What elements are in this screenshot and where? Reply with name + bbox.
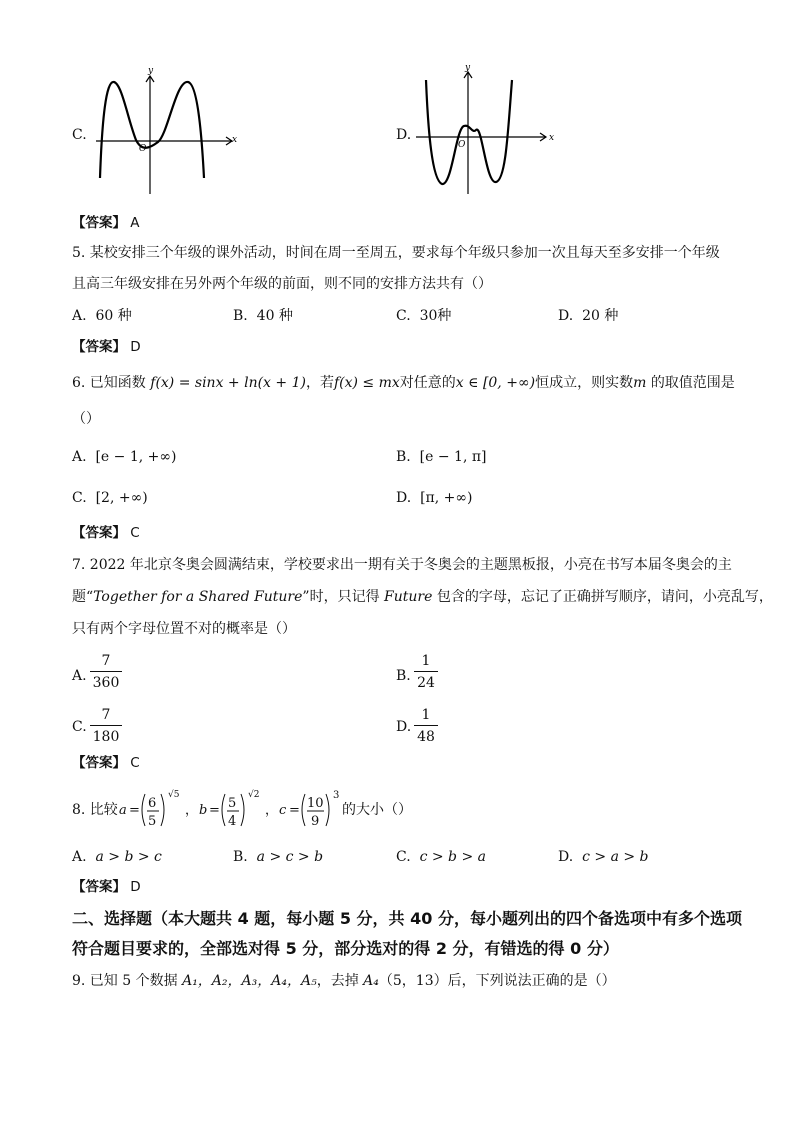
graph-c-y-label: y [148, 66, 154, 76]
q7-option-a-fraction[interactable]: 7 360 [90, 652, 122, 692]
graph-d [412, 60, 572, 200]
q8-b-den: 4 [228, 814, 237, 829]
section-2-heading-line2: 符合题目要求的，全部选对得 5 分，部分选对的得 2 分，有错选的得 0 分） [72, 939, 619, 958]
q5-option-d[interactable]: D. 20 种 [558, 308, 619, 324]
svg-text:，: ， [265, 803, 279, 818]
q5-line2: 且高三年级安排在另外两个年级的前面，则不同的安排方法共有（） [72, 276, 492, 292]
answer-value: C [130, 525, 140, 541]
q7-slogan: Together for a Shared Future [93, 589, 303, 605]
q6-answer [72, 524, 140, 542]
graph-c-label[interactable]: C. [72, 127, 87, 143]
q8-suffix: 的大小（） [342, 802, 412, 818]
q8-a-var: a [119, 803, 127, 818]
q7-line2: 题“Together for a Shared Future”时，只记得 Future 包含的字母，忘记了正确拼写顺序，请问，小亮乱写， [72, 589, 773, 605]
q7-option-c-label[interactable]: C. [72, 719, 87, 735]
graph-c-origin-label: O [139, 144, 147, 154]
q8-c-exp: 3 [333, 790, 340, 801]
q8-c-var: c [279, 803, 287, 818]
svg-text:=: = [289, 803, 300, 818]
q8-option-d[interactable]: D. c > a > b [558, 849, 649, 865]
q7-line1: 7. 2022 年北京冬奥会圆满结束，学校要求出一期有关于冬奥会的主题黑板报，小亮在书写本届冬奥会的主 [72, 557, 732, 573]
q7-option-d-fraction[interactable]: 1 48 [414, 706, 438, 746]
q7-option-b-label[interactable]: B. [396, 668, 411, 684]
q8-b-num: 5 [228, 796, 237, 811]
q6-option-c[interactable]: C. [2, +∞) [72, 490, 148, 506]
graph-d-label[interactable]: D. [396, 127, 412, 143]
q6-option-d[interactable]: D. [π, +∞) [396, 490, 473, 506]
q8-a-rparen [161, 794, 164, 826]
q7-answer [72, 754, 140, 772]
graph-c-curve [100, 82, 204, 178]
q7-line3: 只有两个字母位置不对的概率是（） [72, 621, 296, 637]
q8-option-b[interactable]: B. a > c > b [233, 849, 324, 865]
q7-option-d-label[interactable]: D. [396, 719, 412, 735]
answer-tag: 【答案】 [72, 525, 126, 541]
q6-line1: 6. 已知函数 f(x) = sinx + ln(x + 1)，若f(x) ≤ mx对任意的x ∈ [0, +∞)恒成立，则实数m 的取值范围是 [72, 375, 735, 391]
answer-value: D [130, 879, 141, 895]
q7-option-a-label[interactable]: A. [72, 668, 87, 684]
svg-text:，: ， [185, 803, 199, 818]
q8-c-num: 10 [307, 796, 324, 811]
svg-text:=: = [129, 803, 140, 818]
q8-a-lparen [142, 794, 145, 826]
q6-inequality: f(x) ≤ mx [333, 375, 400, 391]
graph-c-x-label: x [232, 135, 238, 145]
graph-d-curve [426, 80, 512, 184]
q8-c-den: 9 [311, 814, 320, 829]
answer-tag: 【答案】 [72, 339, 126, 355]
q8-b-exp: √2 [248, 790, 260, 800]
section-2-heading-line1: 二、选择题（本大题共 4 题，每小题 5 分，共 40 分，每小题列出的四个备选项中有多个选项 [72, 909, 742, 928]
q5-answer [72, 338, 141, 356]
svg-text:=: = [209, 803, 220, 818]
answer-value: C [130, 755, 140, 771]
q6-line2: （） [72, 411, 100, 427]
q9-line1: 9. 已知 5 个数据 A₁，A₂，A₃，A₄，A₅，去掉 A₄（5，13）后，下列说法正确的是（） [72, 973, 616, 989]
q5-option-c[interactable]: C. 30种 [396, 308, 452, 324]
graph-d-y-label: y [465, 63, 471, 73]
q9-data-list: A₁，A₂，A₃，A₄，A₅ [182, 973, 317, 989]
answer-value: A [130, 215, 140, 231]
q8-b-var: b [199, 803, 208, 818]
answer-tag: 【答案】 [72, 879, 126, 895]
q7-option-c-fraction[interactable]: 7 180 [90, 706, 122, 746]
answer-value: D [130, 339, 141, 355]
q5-option-b[interactable]: B. 40 种 [233, 308, 293, 324]
q5-option-a[interactable]: A. 60 种 [72, 308, 132, 324]
q8-option-a[interactable]: A. a > b > c [72, 849, 162, 865]
q6-function: f(x) = sinx + ln(x + 1) [150, 375, 306, 391]
answer-tag: 【答案】 [72, 215, 126, 231]
q8-a-den: 5 [148, 814, 157, 829]
q7-option-b-fraction[interactable]: 1 24 [414, 652, 438, 692]
q8-prefix: 8. 比较 [72, 802, 118, 818]
graph-c [92, 60, 252, 200]
q8-a-num: 6 [148, 796, 157, 811]
q6-option-b[interactable]: B. [e − 1, π] [396, 449, 487, 465]
q8-option-c[interactable]: C. c > b > a [396, 849, 486, 865]
q5-line1: 5. 某校安排三个年级的课外活动，时间在周一至周五，要求每个年级只参加一次且每天至多安排一个年级 [72, 245, 720, 261]
q8-a-exp: √5 [168, 790, 180, 800]
graph-d-x-label: x [549, 133, 555, 143]
q4-answer [72, 214, 140, 232]
answer-tag: 【答案】 [72, 755, 126, 771]
q6-domain: x ∈ [0, +∞) [455, 375, 536, 391]
q6-option-a[interactable]: A. [e − 1, +∞) [72, 449, 177, 465]
graph-d-origin-label: O [458, 140, 466, 150]
q8-answer [72, 878, 141, 896]
